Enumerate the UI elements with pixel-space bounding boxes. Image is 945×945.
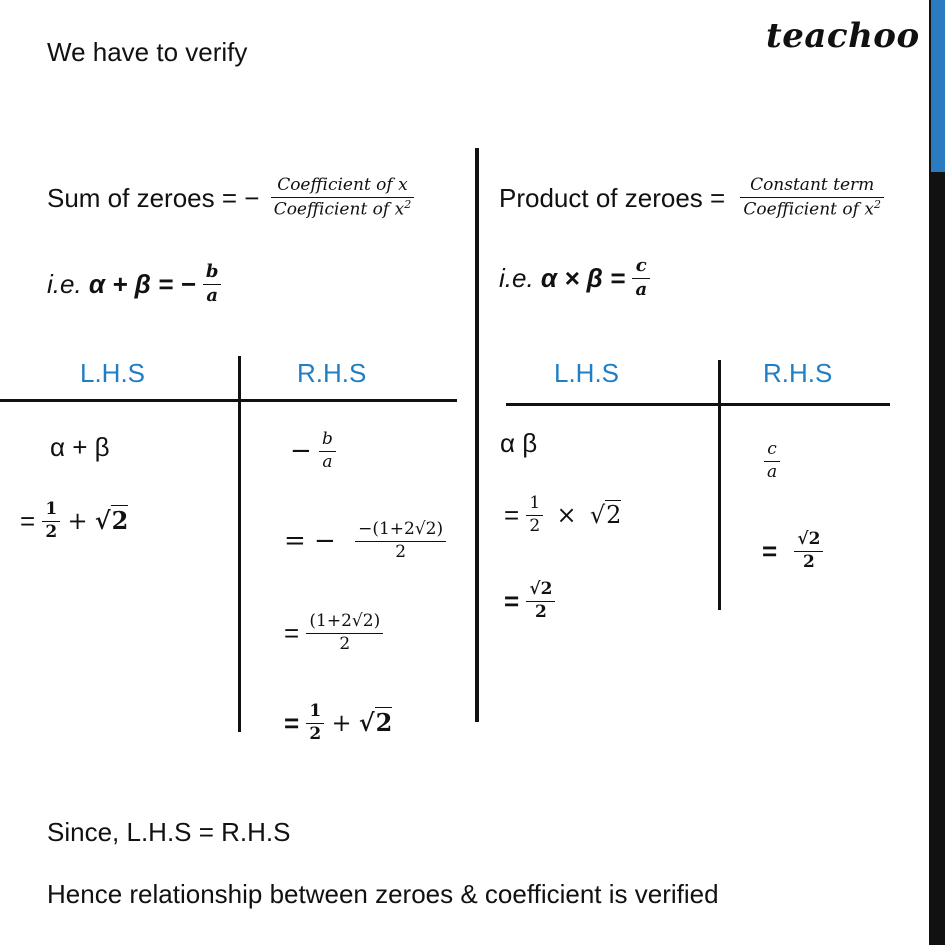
right-lhs-fraction2: $\frac{1}{2}$ [526,494,543,536]
right-rhs-line1 [764,440,780,482]
product-numerator: Constant term [750,175,875,195]
left-rhs-fraction4: $\frac{1}{2}$ [306,702,324,744]
scrollbar-thumb[interactable] [931,0,945,172]
left-lhs-fraction: $\frac{1}{2}$ [42,500,60,542]
right-rhs-line2: = $\frac{√2}{2}$ [762,530,823,572]
ie-label: i.e. [47,269,82,300]
product-formula [499,176,884,220]
sum-numerator: Coefficient of x [277,175,408,195]
right-lhs-line2: = $\frac{1}{2}$ × √2 [504,493,622,536]
left-rhs-line3: = $\frac{(1+2√2)}{2}$ [284,612,383,654]
right-rhs-fraction1: $\frac{c}{a}$ [764,440,780,482]
left-rhs-header: R.H.S [297,358,367,388]
product-denominator: Coefficient of $x^2$ [743,197,881,220]
left-table-vline [238,356,241,732]
product-relation [499,256,650,300]
left-rhs-line1: − $\frac{b}{a}$ [290,430,336,472]
left-lhs-line1: α + β [50,432,110,462]
left-rhs-fraction3: $\frac{(1+2√2)}{2}$ [306,612,383,654]
left-rhs-line2: = − $\frac{-(1+2√2)}{2}$ [284,520,446,562]
left-lhs-header: L.H.S [80,358,146,388]
sum-relation [47,262,221,306]
conclusion-line2: Hence relationship between zeroes & coefficient is verified [47,879,719,909]
ie-label: i.e. [499,263,534,294]
right-lhs-sqrt: √2 [589,501,622,530]
right-table-vline [718,360,721,610]
right-lhs-header: L.H.S [554,358,620,388]
center-divider [475,148,479,722]
teachoo-logo: teachoo [766,16,920,56]
sum-relation-fraction: $\frac{b}{a}$ [203,262,222,306]
left-rhs-fraction1: $\frac{b}{a}$ [319,430,336,472]
left-rhs-sqrt: √2 [358,708,393,738]
sum-formula [47,176,414,220]
left-rhs-fraction2: $\frac{-(1+2√2)}{2}$ [355,520,446,562]
sum-relation-eq: α + β = − [88,269,196,300]
left-rhs-line4: = $\frac{1}{2}$ + √2 [284,701,393,744]
product-relation-eq: α × β = [540,263,626,294]
sum-label: Sum of zeroes = − [47,182,260,213]
right-lhs-fraction3: $\frac{√2}{2}$ [526,580,555,622]
sum-denominator: Coefficient of $x^2$ [273,197,412,220]
heading-text: We have to verify [47,37,248,67]
sum-fraction [271,176,415,220]
conclusion-line1: Since, L.H.S = R.H.S [47,817,291,847]
right-rhs-fraction2: $\frac{√2}{2}$ [794,530,823,572]
product-fraction [740,176,884,220]
right-lhs-line3: = $\frac{√2}{2}$ [504,580,555,622]
right-table-hline [506,403,890,406]
product-relation-fraction: $\frac{c}{a}$ [632,256,650,300]
left-lhs-sqrt: √2 [94,506,129,536]
left-table-hline [0,399,457,402]
right-rhs-header: R.H.S [763,358,833,388]
product-label: Product of zeroes = [499,182,726,213]
right-lhs-line1: α β [500,428,538,458]
left-lhs-line2: = $\frac{1}{2}$ + √2 [20,499,129,542]
